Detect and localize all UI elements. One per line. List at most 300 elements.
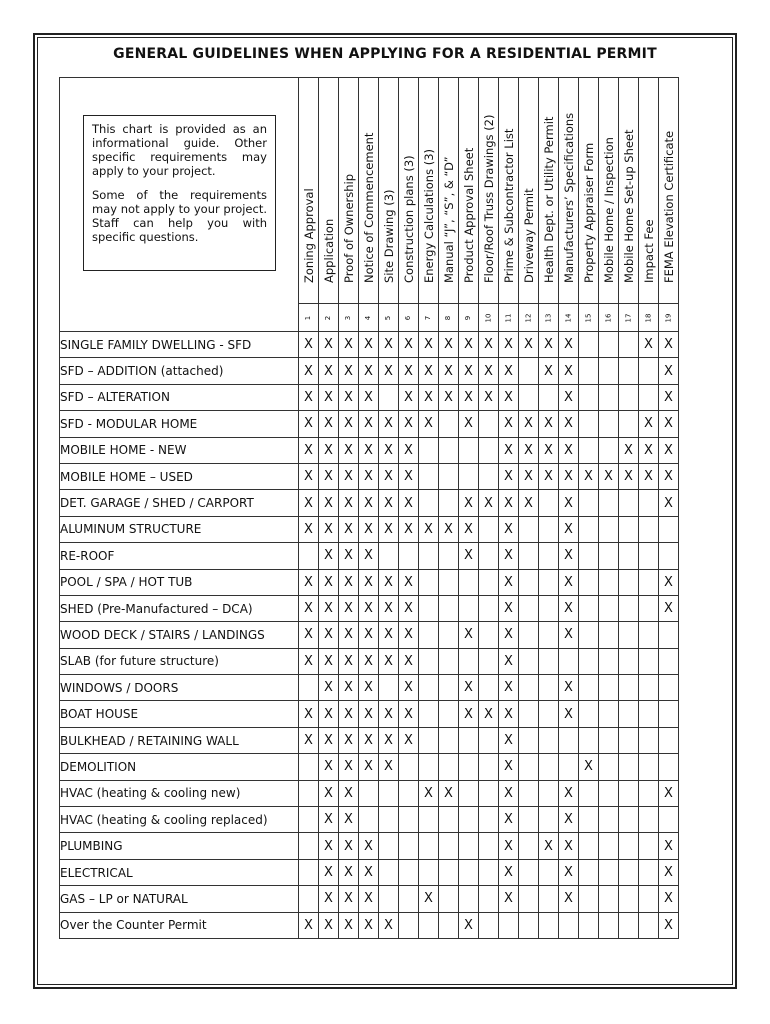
table-row (60, 754, 679, 780)
requirement-cell (599, 886, 619, 912)
requirement-cell: X (499, 780, 519, 806)
requirement-cell: X (499, 754, 519, 780)
requirement-cell: X (439, 516, 459, 542)
requirement-cell: X (299, 516, 319, 542)
requirement-cell: X (579, 463, 599, 489)
requirement-cell: X (379, 727, 399, 753)
requirement-cell: X (339, 859, 359, 885)
row-label: PLUMBING (60, 833, 299, 859)
requirement-cell (419, 701, 439, 727)
requirement-cell: X (319, 516, 339, 542)
requirement-cell: X (659, 463, 679, 489)
requirement-cell: X (299, 411, 319, 437)
requirement-cell (419, 859, 439, 885)
requirement-cell: X (319, 595, 339, 621)
requirement-cell (519, 675, 539, 701)
requirement-cell: X (499, 622, 519, 648)
requirement-cell: X (559, 886, 579, 912)
requirement-cell (619, 543, 639, 569)
row-label: SHED (Pre-Manufactured – DCA) (60, 595, 299, 621)
requirement-cell (299, 780, 319, 806)
requirement-cell (519, 358, 539, 384)
requirement-cell (579, 332, 599, 358)
requirement-cell (659, 648, 679, 674)
requirement-cell (539, 622, 559, 648)
requirement-cell (599, 833, 619, 859)
table-row (60, 780, 679, 806)
requirement-cell: X (339, 807, 359, 833)
requirement-cell (399, 833, 419, 859)
row-label: WINDOWS / DOORS (60, 675, 299, 701)
column-header (499, 78, 519, 304)
requirement-cell (419, 463, 439, 489)
column-number-label: 10 (484, 313, 493, 322)
requirement-cell: X (319, 859, 339, 885)
requirement-cell: X (299, 384, 319, 410)
requirement-cell (439, 859, 459, 885)
column-header-label: Product Approval Sheet (461, 147, 476, 283)
requirement-cell: X (399, 332, 419, 358)
column-header (319, 78, 339, 304)
requirement-cell: X (359, 543, 379, 569)
requirement-cell (639, 754, 659, 780)
requirement-cell (439, 727, 459, 753)
column-number-label: 8 (444, 315, 453, 320)
requirement-cell: X (339, 411, 359, 437)
requirement-cell: X (359, 411, 379, 437)
column-number-label: 4 (364, 315, 373, 320)
table-row (60, 569, 679, 595)
requirement-cell: X (399, 516, 419, 542)
requirement-cell (439, 569, 459, 595)
row-label: MOBILE HOME - NEW (60, 437, 299, 463)
requirement-cell (359, 780, 379, 806)
requirement-cell: X (659, 912, 679, 938)
requirement-cell: X (299, 358, 319, 384)
column-number-label: 9 (464, 315, 473, 320)
requirement-cell (659, 807, 679, 833)
requirement-cell: X (459, 516, 479, 542)
requirement-cell (579, 569, 599, 595)
requirement-cell: X (499, 859, 519, 885)
requirement-cell: X (399, 622, 419, 648)
column-number-label: 15 (584, 313, 593, 322)
requirement-cell (599, 411, 619, 437)
requirement-cell (659, 622, 679, 648)
requirement-cell: X (339, 701, 359, 727)
requirement-cell (539, 569, 559, 595)
row-label: RE-ROOF (60, 543, 299, 569)
requirement-cell (599, 569, 619, 595)
row-label: HVAC (heating & cooling replaced) (60, 807, 299, 833)
requirement-cell (619, 332, 639, 358)
requirement-cell (299, 754, 319, 780)
column-header (639, 78, 659, 304)
requirement-cell (419, 569, 439, 595)
requirement-cell (619, 727, 639, 753)
requirement-cell: X (439, 332, 459, 358)
requirement-cell: X (359, 516, 379, 542)
requirement-cell (539, 384, 559, 410)
column-header-label: Driveway Permit (521, 188, 536, 283)
requirement-cell (539, 516, 559, 542)
requirement-cell (419, 622, 439, 648)
requirement-cell (639, 780, 659, 806)
requirement-cell: X (299, 701, 319, 727)
requirement-cell: X (519, 490, 539, 516)
requirement-cell (379, 807, 399, 833)
column-number (579, 304, 599, 332)
requirement-cell (579, 622, 599, 648)
requirement-cell: X (299, 332, 319, 358)
requirement-cell (599, 543, 619, 569)
requirement-cell: X (559, 780, 579, 806)
requirement-cell (639, 912, 659, 938)
requirement-cell: X (339, 912, 359, 938)
requirement-cell (539, 648, 559, 674)
requirement-cell (459, 754, 479, 780)
requirement-cell (599, 516, 619, 542)
requirement-cell: X (339, 437, 359, 463)
requirement-cell: X (319, 332, 339, 358)
requirement-cell (379, 859, 399, 885)
requirement-cell: X (499, 648, 519, 674)
requirement-cell: X (619, 463, 639, 489)
requirement-cell: X (319, 780, 339, 806)
requirement-cell (599, 384, 619, 410)
requirement-cell (579, 912, 599, 938)
requirement-cell: X (359, 648, 379, 674)
requirement-cell: X (459, 912, 479, 938)
requirement-cell: X (359, 463, 379, 489)
requirement-cell (439, 437, 459, 463)
requirement-cell (539, 886, 559, 912)
note-paragraph-2: Some of the requirements may not apply to your project. Staff can help you with specific questions. (92, 188, 267, 244)
requirement-cell (639, 727, 659, 753)
requirement-cell: X (479, 490, 499, 516)
requirement-cell (519, 727, 539, 753)
column-number (499, 304, 519, 332)
requirement-cell: X (499, 886, 519, 912)
column-header (459, 78, 479, 304)
requirement-cell: X (559, 833, 579, 859)
requirement-cell (579, 807, 599, 833)
row-label: ELECTRICAL (60, 859, 299, 885)
requirement-cell (479, 411, 499, 437)
requirement-cell (439, 543, 459, 569)
requirement-cell (639, 384, 659, 410)
requirement-cell (519, 648, 539, 674)
requirement-cell (659, 754, 679, 780)
requirement-cell (479, 622, 499, 648)
requirement-cell: X (559, 358, 579, 384)
column-number-label: 19 (664, 313, 673, 322)
column-header-row (60, 78, 679, 304)
requirement-cell (619, 754, 639, 780)
row-label: DEMOLITION (60, 754, 299, 780)
requirement-cell (539, 595, 559, 621)
row-label: SLAB (for future structure) (60, 648, 299, 674)
requirement-cell: X (339, 543, 359, 569)
requirement-cell: X (519, 463, 539, 489)
requirement-cell: X (319, 543, 339, 569)
table-row (60, 437, 679, 463)
requirement-cell: X (319, 912, 339, 938)
requirement-cell (619, 595, 639, 621)
requirement-cell (519, 886, 539, 912)
requirement-cell: X (359, 595, 379, 621)
requirement-cell (579, 543, 599, 569)
requirement-cell: X (379, 648, 399, 674)
column-number (359, 304, 379, 332)
requirement-cell: X (459, 490, 479, 516)
column-header (359, 78, 379, 304)
requirement-cell (399, 754, 419, 780)
requirement-cell: X (519, 437, 539, 463)
requirement-cell (299, 675, 319, 701)
requirement-cell (439, 622, 459, 648)
requirement-cell (419, 437, 439, 463)
requirement-cell: X (299, 490, 319, 516)
table-body (60, 332, 679, 939)
requirement-cell: X (459, 332, 479, 358)
requirement-cell: X (379, 358, 399, 384)
requirement-cell: X (559, 516, 579, 542)
row-label: GAS – LP or NATURAL (60, 886, 299, 912)
requirement-cell (439, 411, 459, 437)
requirement-cell: X (659, 490, 679, 516)
requirement-cell: X (319, 569, 339, 595)
requirement-cell: X (499, 675, 519, 701)
requirement-cell: X (379, 332, 399, 358)
requirement-cell (659, 675, 679, 701)
table-row (60, 886, 679, 912)
requirement-cell: X (299, 912, 319, 938)
requirement-cell (519, 622, 539, 648)
requirement-cell: X (439, 358, 459, 384)
table-row (60, 727, 679, 753)
requirement-cell (439, 807, 459, 833)
column-header-label: Site Drawing (3) (381, 189, 396, 283)
requirement-cell: X (399, 595, 419, 621)
requirement-cell (539, 701, 559, 727)
column-header-label: Mobile Home / Inspection (601, 137, 616, 283)
requirement-cell: X (499, 463, 519, 489)
requirement-cell (659, 543, 679, 569)
column-number (559, 304, 579, 332)
column-header (579, 78, 599, 304)
note-paragraph-1: This chart is provided as an informational guide. Other specific requirements may apply to your project. (92, 122, 267, 178)
requirement-cell: X (459, 701, 479, 727)
requirement-cell (439, 490, 459, 516)
row-label: HVAC (heating & cooling new) (60, 780, 299, 806)
requirement-cell: X (339, 833, 359, 859)
requirement-cell: X (339, 332, 359, 358)
column-number-label: 18 (644, 313, 653, 322)
requirement-cell: X (659, 332, 679, 358)
column-number (319, 304, 339, 332)
requirement-cell (619, 648, 639, 674)
requirement-cell (539, 780, 559, 806)
column-header (479, 78, 499, 304)
column-header-label: Energy Calculations (3) (421, 148, 436, 283)
requirement-cell: X (319, 886, 339, 912)
requirement-cell: X (379, 569, 399, 595)
requirement-cell: X (639, 332, 659, 358)
requirement-cell: X (339, 648, 359, 674)
requirement-cell: X (339, 490, 359, 516)
requirement-cell: X (339, 569, 359, 595)
requirements-table (59, 77, 679, 939)
requirement-cell: X (499, 701, 519, 727)
column-header-label: Mobile Home Set-up Sheet (621, 129, 636, 283)
requirement-cell (539, 912, 559, 938)
column-header (299, 78, 319, 304)
requirement-cell (459, 780, 479, 806)
row-label: POOL / SPA / HOT TUB (60, 569, 299, 595)
column-header (659, 78, 679, 304)
requirement-cell (459, 833, 479, 859)
column-header (439, 78, 459, 304)
requirement-cell: X (459, 675, 479, 701)
requirement-cell: X (299, 595, 319, 621)
requirement-cell (639, 807, 659, 833)
requirement-cell: X (359, 727, 379, 753)
table-row (60, 332, 679, 358)
requirement-cell: X (559, 463, 579, 489)
requirement-cell: X (539, 833, 559, 859)
requirement-cell (539, 807, 559, 833)
requirement-cell: X (359, 859, 379, 885)
requirement-cell (579, 727, 599, 753)
requirement-cell: X (659, 358, 679, 384)
requirement-cell (619, 833, 639, 859)
column-number-label: 14 (564, 313, 573, 322)
requirement-cell (439, 595, 459, 621)
requirement-cell: X (379, 754, 399, 780)
requirement-cell (579, 384, 599, 410)
requirement-cell: X (359, 912, 379, 938)
requirement-cell (539, 859, 559, 885)
column-number (619, 304, 639, 332)
requirement-cell (559, 727, 579, 753)
requirement-cell: X (339, 516, 359, 542)
requirement-cell: X (499, 332, 519, 358)
requirement-cell (619, 859, 639, 885)
requirement-cell: X (399, 358, 419, 384)
requirement-cell (519, 543, 539, 569)
column-number (299, 304, 319, 332)
requirement-cell: X (539, 463, 559, 489)
requirement-cell: X (459, 543, 479, 569)
requirement-cell (419, 490, 439, 516)
requirement-cell (519, 516, 539, 542)
requirement-cell: X (339, 886, 359, 912)
requirement-cell (479, 859, 499, 885)
column-header-label: Manual “J”, “S”, & “D” (441, 156, 456, 283)
requirement-cell (519, 595, 539, 621)
requirement-cell (599, 675, 619, 701)
table-row (60, 490, 679, 516)
requirement-cell: X (639, 463, 659, 489)
row-label: ALUMINUM STRUCTURE (60, 516, 299, 542)
requirement-cell: X (339, 675, 359, 701)
requirement-cell (439, 463, 459, 489)
requirement-cell: X (379, 701, 399, 727)
requirement-cell: X (419, 516, 439, 542)
requirement-cell (419, 833, 439, 859)
requirement-cell (599, 701, 619, 727)
requirement-cell: X (399, 490, 419, 516)
requirement-cell (519, 912, 539, 938)
row-label: SFD – ADDITION (attached) (60, 358, 299, 384)
requirement-cell: X (319, 648, 339, 674)
column-number (479, 304, 499, 332)
requirement-cell (479, 675, 499, 701)
requirement-cell (639, 358, 659, 384)
requirement-cell (399, 859, 419, 885)
table-row (60, 622, 679, 648)
requirement-cell: X (319, 411, 339, 437)
requirement-cell: X (339, 384, 359, 410)
requirement-cell (599, 622, 619, 648)
column-header-label: FEMA Elevation Certificate (661, 130, 676, 283)
requirement-cell: X (399, 648, 419, 674)
requirement-cell (459, 595, 479, 621)
requirement-cell (399, 543, 419, 569)
requirement-cell (519, 569, 539, 595)
table-row (60, 411, 679, 437)
requirement-cell (579, 411, 599, 437)
row-label: WOOD DECK / STAIRS / LANDINGS (60, 622, 299, 648)
requirement-cell (479, 569, 499, 595)
requirement-cell (579, 886, 599, 912)
requirement-cell (619, 384, 639, 410)
requirement-cell (619, 807, 639, 833)
column-number (419, 304, 439, 332)
requirement-cell (639, 701, 659, 727)
requirement-cell (379, 833, 399, 859)
requirement-cell (579, 437, 599, 463)
requirement-cell: X (559, 622, 579, 648)
requirement-cell: X (399, 701, 419, 727)
requirement-cell: X (439, 780, 459, 806)
requirement-cell (599, 332, 619, 358)
requirement-cell (559, 912, 579, 938)
requirement-cell (579, 859, 599, 885)
requirement-cell: X (639, 411, 659, 437)
requirement-cell: X (439, 384, 459, 410)
requirement-cell (639, 859, 659, 885)
row-label: SFD – ALTERATION (60, 384, 299, 410)
requirement-cell: X (559, 807, 579, 833)
requirement-cell: X (399, 437, 419, 463)
requirement-cell: X (499, 490, 519, 516)
column-header (539, 78, 559, 304)
column-number (599, 304, 619, 332)
requirement-cell (439, 675, 459, 701)
requirement-cell: X (319, 754, 339, 780)
table-row (60, 543, 679, 569)
column-number-label: 12 (524, 313, 533, 322)
column-number-label: 7 (424, 315, 433, 320)
requirement-cell: X (319, 727, 339, 753)
requirement-cell (479, 437, 499, 463)
requirement-cell (459, 886, 479, 912)
requirement-cell (519, 701, 539, 727)
requirement-cell (539, 754, 559, 780)
requirement-cell: X (659, 569, 679, 595)
